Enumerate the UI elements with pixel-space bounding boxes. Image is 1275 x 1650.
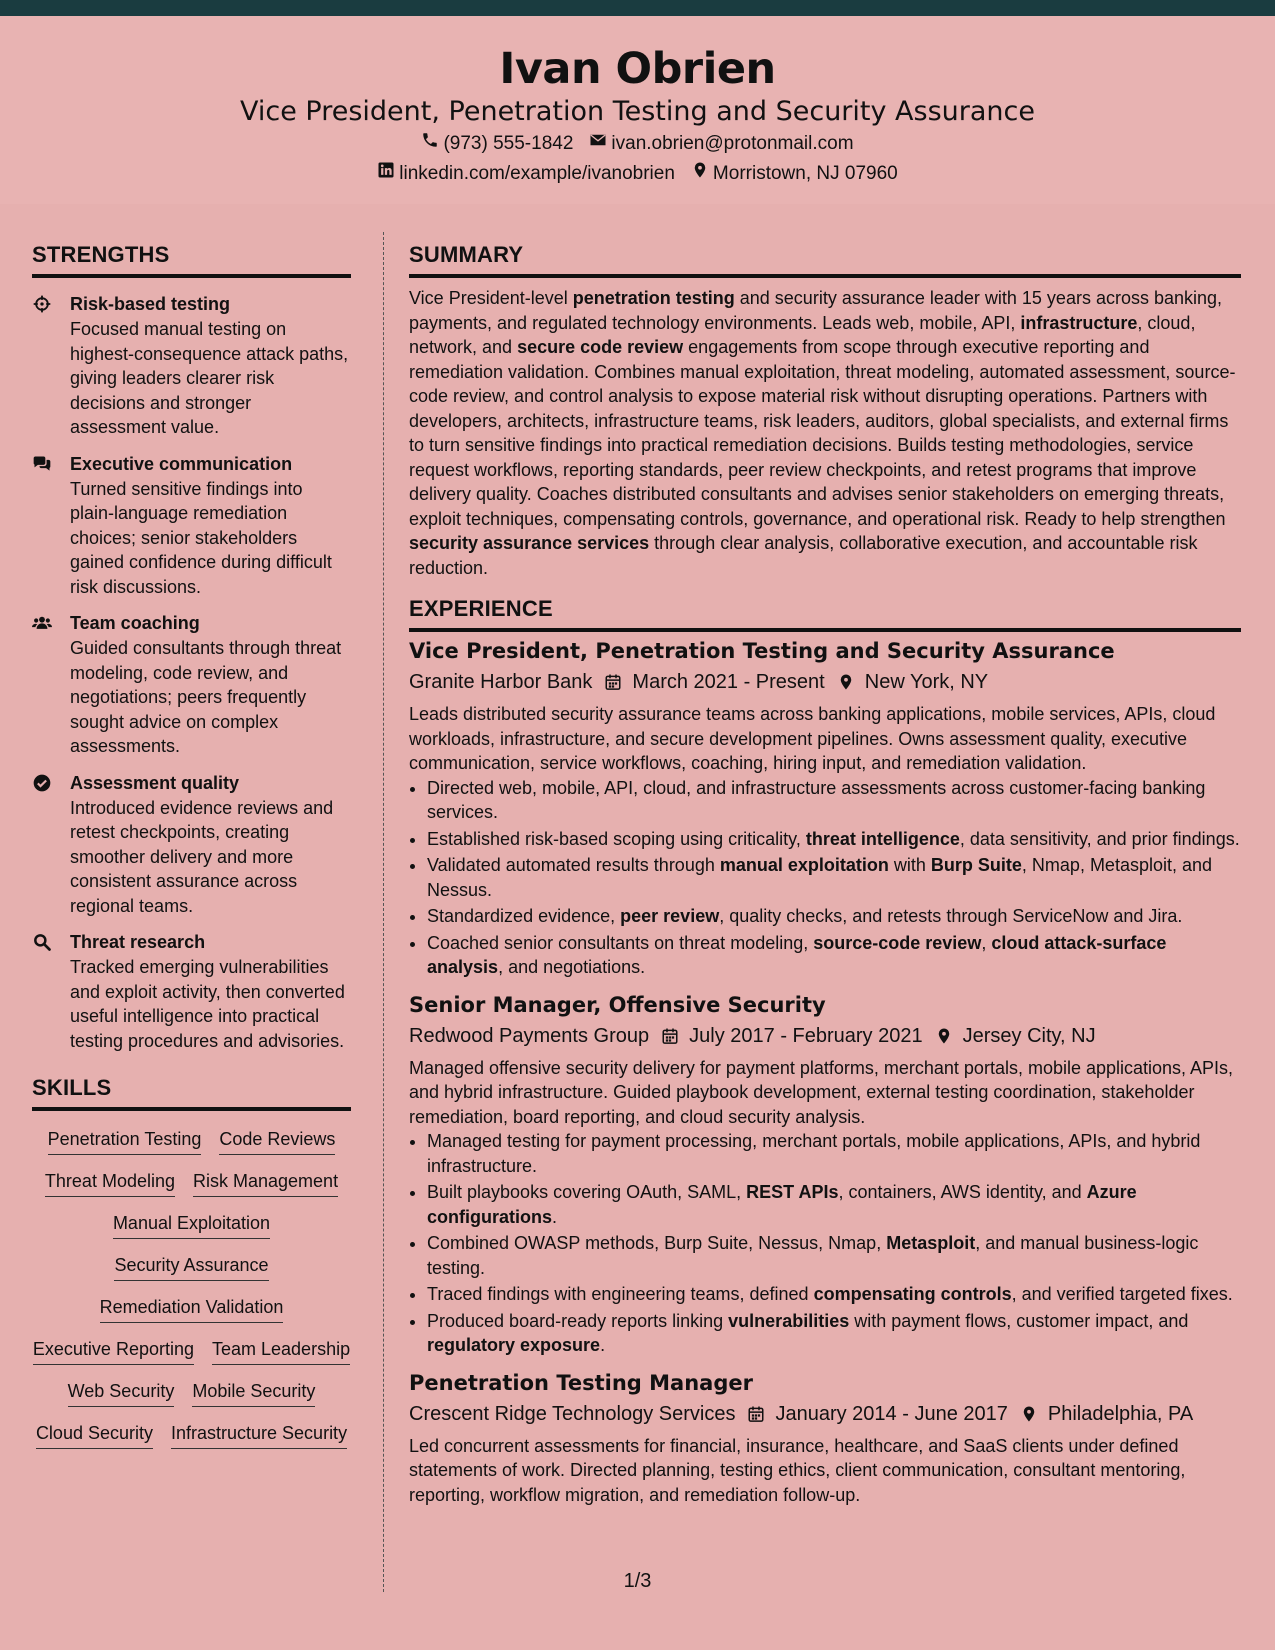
page-number: 1/3 [623, 1570, 652, 1592]
list-item [427, 1282, 1241, 1307]
skill-tag: Cloud Security [36, 1421, 153, 1449]
list-item [427, 776, 1241, 825]
list-item [427, 904, 1241, 929]
calendar-icon [661, 1026, 679, 1046]
text-run: Validated automated results through [427, 855, 720, 875]
comments-icon [32, 452, 70, 600]
emphasis-text: Azure configurations [427, 1182, 1137, 1227]
contact-row-2 [0, 159, 1275, 189]
strength-description: Introduced evidence reviews and retest checkpoints, creating smoother delivery and more consistent assurance across regional teams. [70, 797, 334, 916]
company-name: Crescent Ridge Technology Services [409, 1402, 736, 1425]
strength-text [70, 611, 351, 759]
emphasis-text: peer review [620, 906, 720, 926]
emphasis-text: source-code review [813, 932, 982, 953]
dates-text: January 2014 - June 2017 [775, 1402, 1008, 1425]
job-description: Managed offensive security delivery for payment platforms, merchant portals, mobile applications, APIs, and hybrid infrastructure. Guided playbook development, external testing coordination, stakeholder remediation, board reporting, and cloud security analysis. [409, 1057, 1234, 1127]
job-location [1020, 1398, 1193, 1430]
text-run: , data sensitivity, and prior findings. [959, 828, 1240, 849]
text-run: engagements from scope through executive reporting and remediation validation. Combines manual exploitation, threat modeling, automated assessment, source-code review, and control analysis to expose material risk without disrupting operations. Partners with developers, architects, infrastructure teams, risk leaders, auditors, global specialists, and external firms to turn sensitive findings into practical remediation decisions. Builds testing methodologies, service request workflows, reporting standards, peer review checkpoints, and retest programs that improve delivery quality. Coaches distributed consultants and advises senior stakeholders on emerging threats, exploit techniques, compensating controls, governance, and operational risk. Ready to help strengthen [409, 337, 1236, 529]
list-item [427, 1309, 1241, 1358]
strength-item [32, 930, 351, 1053]
list-item [427, 931, 1241, 980]
dates-text: March 2021 - Present [632, 671, 825, 693]
strength-item [32, 611, 351, 759]
check-circle-icon [32, 771, 70, 919]
job-title: Vice President, Penetration Testing and Security Assurance [409, 639, 1115, 663]
column-divider [383, 232, 384, 1592]
text-run: , quality checks, and retests through ServiceNow and Jira. [719, 906, 1183, 926]
list-item [427, 853, 1241, 902]
emphasis-text: cloud attack-surface analysis [427, 932, 1167, 977]
job-location [935, 1020, 1096, 1052]
job-entry [409, 636, 1241, 980]
job-entry [409, 990, 1241, 1358]
job-meta [409, 666, 1241, 698]
emphasis-text: Metasploit [886, 1233, 976, 1253]
skill-tag: Infrastructure Security [171, 1421, 347, 1449]
skills-list [32, 1121, 351, 1455]
crosshair-icon [32, 292, 70, 440]
skill-tag: Web Security [68, 1379, 175, 1407]
strength-title: Executive communication [70, 453, 293, 474]
list-item [427, 827, 1241, 852]
calendar-icon [604, 672, 622, 692]
strength-description: Tracked emerging vulnerabilities and exploit activity, then converted useful intelligence into practical testing procedures and advisories. [70, 957, 345, 1051]
candidate-title: Vice President, Penetration Testing and Security Assurance [240, 96, 1035, 127]
calendar-icon [747, 1404, 765, 1424]
strength-description: Guided consultants through threat modeling, code review, and negotiations; peers frequently sought advice on complex assessments. [70, 638, 342, 756]
strengths-list [32, 288, 351, 1053]
phone-icon [421, 129, 439, 159]
dates-text: July 2017 - February 2021 [689, 1024, 923, 1047]
emphasis-text: manual exploitation [719, 855, 889, 875]
text-run: , and manual business-logic testing. [427, 1233, 1199, 1278]
skill-tag: Manual Exploitation [113, 1211, 270, 1239]
text-run: . [552, 1206, 558, 1227]
top-accent-bar [0, 0, 1275, 16]
skill-tag: Code Reviews [219, 1127, 335, 1155]
job-entry [409, 1368, 1241, 1508]
emphasis-text: secure code review [517, 337, 684, 357]
phone-item [421, 129, 573, 159]
location-item [691, 159, 898, 189]
text-run: , [981, 932, 992, 953]
strength-item [32, 452, 351, 600]
resume-header [0, 16, 1275, 204]
emphasis-text: compensating controls [813, 1284, 1012, 1304]
text-run: Combined OWASP methods, Burp Suite, Nessus, Nmap, [427, 1233, 887, 1253]
strength-text [70, 452, 351, 600]
text-run: Coached senior consultants on threat modeling, [427, 932, 814, 953]
text-run: Vice President-level [409, 288, 573, 308]
text-run: Directed web, mobile, API, cloud, and infrastructure assessments across customer-facing banking services. [427, 777, 1206, 822]
linkedin-item[interactable] [377, 159, 675, 189]
text-run: , and verified targeted fixes. [1011, 1284, 1233, 1304]
list-item [427, 1231, 1241, 1280]
job-meta [409, 1398, 1241, 1430]
map-pin-icon [837, 672, 855, 692]
text-run: , containers, AWS identity, and [838, 1182, 1087, 1202]
skill-tag: Mobile Security [192, 1379, 315, 1407]
job-dates [747, 1398, 1007, 1430]
job-description: Leads distributed security assurance teams across banking applications, mobile services, APIs, cloud workloads, infrastructure, and secure development pipelines. Owns assessment quality, executive communication, service workflows, coaching, hiring input, and remediation validation. [409, 704, 1216, 773]
right-column [409, 240, 1241, 1507]
skill-tag: Risk Management [193, 1169, 338, 1197]
strength-title: Assessment quality [70, 772, 240, 793]
emphasis-text: security assurance services [409, 533, 650, 553]
emphasis-text: regulatory exposure [427, 1335, 601, 1355]
strength-description: Turned sensitive findings into plain-language remediation choices; senior stakeholders gained confidence during difficult risk discussions. [70, 478, 332, 597]
job-dates [604, 666, 824, 698]
map-pin-icon [691, 159, 709, 189]
emphasis-text: Burp Suite [930, 855, 1022, 875]
emphasis-text: vulnerabilities [728, 1310, 850, 1331]
text-run: with [888, 855, 931, 875]
candidate-name: Ivan Obrien [499, 44, 776, 94]
email-item[interactable] [589, 129, 853, 159]
skill-tag: Remediation Validation [100, 1295, 284, 1323]
strength-title: Risk-based testing [70, 294, 231, 314]
strength-text [70, 292, 351, 440]
job-title: Penetration Testing Manager [409, 1370, 753, 1395]
emphasis-text: penetration testing [572, 288, 735, 308]
skills-heading: SKILLS [32, 1073, 351, 1111]
text-run: Standardized evidence, [427, 906, 621, 926]
summary-heading: SUMMARY [409, 240, 1241, 278]
skill-tag: Security Assurance [114, 1253, 268, 1281]
text-run: Traced findings with engineering teams, defined [427, 1284, 814, 1304]
map-pin-icon [1020, 1404, 1038, 1424]
skill-tag: Threat Modeling [45, 1169, 175, 1197]
location-text: New York, NY [864, 671, 989, 693]
job-bullets [409, 1129, 1241, 1358]
users-icon [32, 611, 70, 759]
text-run: , and negotiations. [498, 957, 646, 977]
location-text: Morristown, NJ 07960 [712, 163, 898, 184]
list-item [427, 1129, 1241, 1178]
emphasis-text: infrastructure [1020, 312, 1138, 333]
text-run: with payment flows, customer impact, and [849, 1310, 1189, 1331]
strength-text [70, 771, 351, 919]
job-title: Senior Manager, Offensive Security [409, 992, 826, 1017]
emphasis-text: threat intelligence [805, 828, 960, 849]
location-text: Philadelphia, PA [1047, 1402, 1194, 1425]
job-meta [409, 1020, 1241, 1052]
experience-heading: EXPERIENCE [409, 594, 1241, 632]
job-dates [661, 1020, 922, 1052]
experience-list [409, 636, 1241, 1507]
map-pin-icon [935, 1026, 953, 1046]
text-run: Produced board-ready reports linking [427, 1310, 729, 1331]
location-text: Jersey City, NJ [962, 1024, 1096, 1047]
text-run: Established risk-based scoping using criticality, [427, 828, 806, 849]
left-column [32, 240, 351, 1455]
strength-text [70, 930, 351, 1053]
job-description: Led concurrent assessments for financial, insurance, healthcare, and SaaS clients under defined statements of work. Directed planning, testing ethics, client communication, consultant mentoring, reporting, workflow migration, and remediation follow-up. [409, 1435, 1186, 1505]
job-bullets [409, 776, 1241, 980]
emphasis-text: REST APIs [746, 1182, 839, 1202]
linkedin-icon [377, 159, 395, 189]
contact-row-1 [0, 129, 1275, 159]
text-run: . [600, 1335, 606, 1355]
skill-tag: Team Leadership [212, 1337, 350, 1365]
text-run: , Nmap, Metasploit, and Nessus. [427, 855, 1213, 900]
strength-title: Threat research [70, 932, 206, 952]
text-run: Built playbooks covering OAuth, SAML, [427, 1182, 747, 1202]
summary-text [409, 286, 1241, 580]
job-location [837, 666, 988, 698]
strength-item [32, 771, 351, 919]
email-text[interactable]: ivan.obrien@protonmail.com [611, 133, 854, 154]
text-run: , cloud, network, and [409, 312, 1196, 357]
company-name: Granite Harbor Bank [409, 671, 593, 693]
company-name: Redwood Payments Group [409, 1024, 650, 1047]
skill-tag: Executive Reporting [33, 1337, 194, 1365]
text-run: through clear analysis, collaborative execution, and accountable risk reduction. [409, 533, 1198, 578]
skill-tag: Penetration Testing [48, 1127, 202, 1155]
strength-description: Focused manual testing on highest-consequence attack paths, giving leaders clearer risk decisions and stronger assessment value. [70, 319, 349, 437]
text-run: and security assurance leader with 15 years across banking, payments, and regulated technology environments. Leads web, mobile, API, [409, 288, 1223, 333]
strength-title: Team coaching [70, 613, 200, 633]
strengths-heading: STRENGTHS [32, 240, 351, 278]
linkedin-text[interactable]: linkedin.com/example/ivanobrien [399, 163, 675, 184]
text-run: Managed testing for payment processing, merchant portals, mobile applications, APIs, and hybrid infrastructure. [427, 1131, 1201, 1176]
envelope-icon [589, 129, 607, 159]
list-item [427, 1180, 1241, 1229]
phone-text: (973) 555-1842 [443, 133, 574, 154]
search-icon [32, 930, 70, 1053]
strength-item [32, 292, 351, 440]
